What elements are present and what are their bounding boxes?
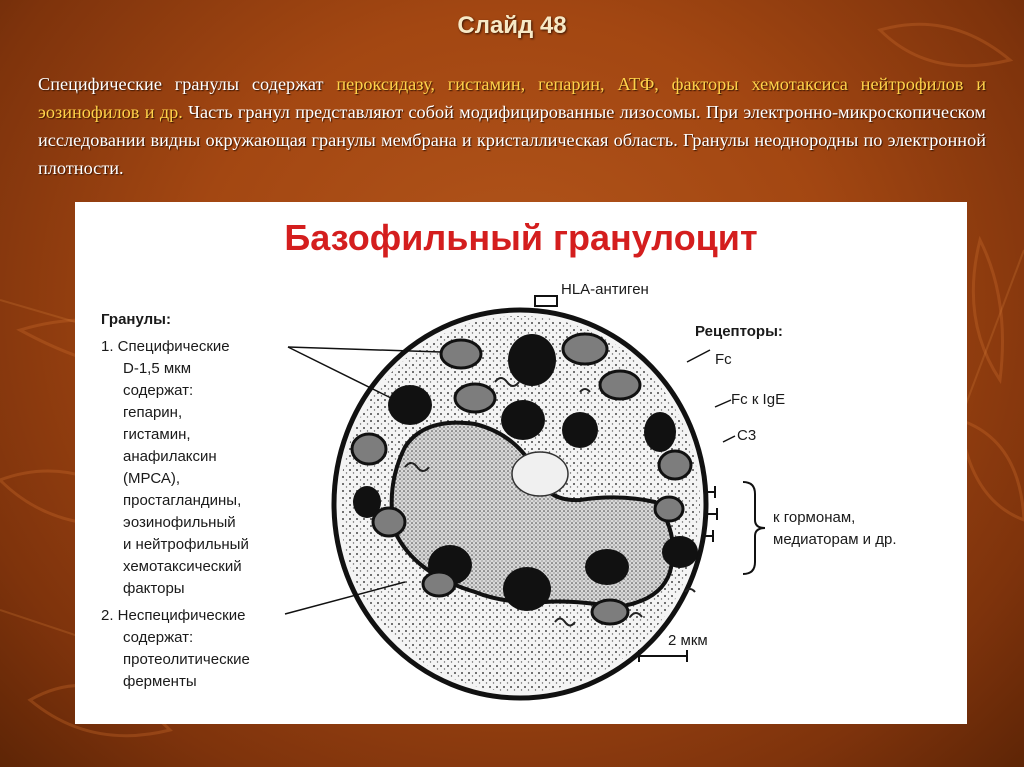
slide-body-text [38, 70, 986, 182]
label-receptors-heading: Рецепторы: [695, 323, 783, 340]
basophil-cell-illustration [334, 310, 706, 698]
label-hormones-1: к гормонам, [773, 509, 856, 526]
label-fc-ige: Fc к IgE [731, 391, 786, 408]
left-line: простагландины, [123, 492, 242, 509]
left-line: анафилаксин [123, 448, 217, 465]
label-c3: C3 [737, 427, 757, 444]
body-text-highlight: пероксидазу, гистамин, гепарин, АТФ, факторы хемотаксиса нейтрофилов и эозинофилов и др. [38, 74, 986, 122]
hla-antigen-marker [535, 296, 557, 306]
left-line: гепарин, [123, 404, 183, 421]
left-line: ферменты [123, 673, 197, 690]
left-line: эозинофильный [123, 514, 236, 531]
left-line: протеолитические [123, 651, 250, 668]
slide-title: Слайд 48 [457, 12, 567, 39]
label-hormones-2: медиаторам и др. [773, 531, 897, 548]
left-label-list [101, 338, 250, 690]
body-text-part1: Специфические гранулы содержат [38, 74, 337, 94]
hormone-receptors-bracket [743, 482, 765, 574]
left-line: D-1,5 мкм [123, 360, 192, 377]
left-line: содержат: [123, 382, 194, 399]
left-line: содержат: [123, 629, 194, 646]
left-line: 1. Специфические [101, 338, 230, 355]
label-fc: Fc [715, 351, 732, 368]
label-granules-heading: Гранулы: [101, 311, 171, 328]
scale-bar [639, 650, 687, 662]
left-line: гистамин, [123, 426, 191, 443]
label-hla: HLA-антиген [561, 281, 649, 298]
left-line: хемотаксический [123, 558, 242, 575]
left-line: 2. Неспецифические [101, 607, 246, 624]
left-line: (МРСА), [123, 470, 180, 487]
left-line: и нейтрофильный [123, 536, 249, 553]
left-line: факторы [123, 580, 185, 597]
body-text-part2: Часть гранул представляют собой модифицированные лизосомы. При электронно-микроскопическом исследовании видны окружающая гранулы мембрана и кристаллическая область. Гранулы неоднородны по электронной плотности. [38, 102, 986, 178]
figure-title: Базофильный гранулоцит [284, 217, 758, 258]
label-scale: 2 мкм [668, 632, 708, 649]
basophil-figure [75, 202, 967, 724]
